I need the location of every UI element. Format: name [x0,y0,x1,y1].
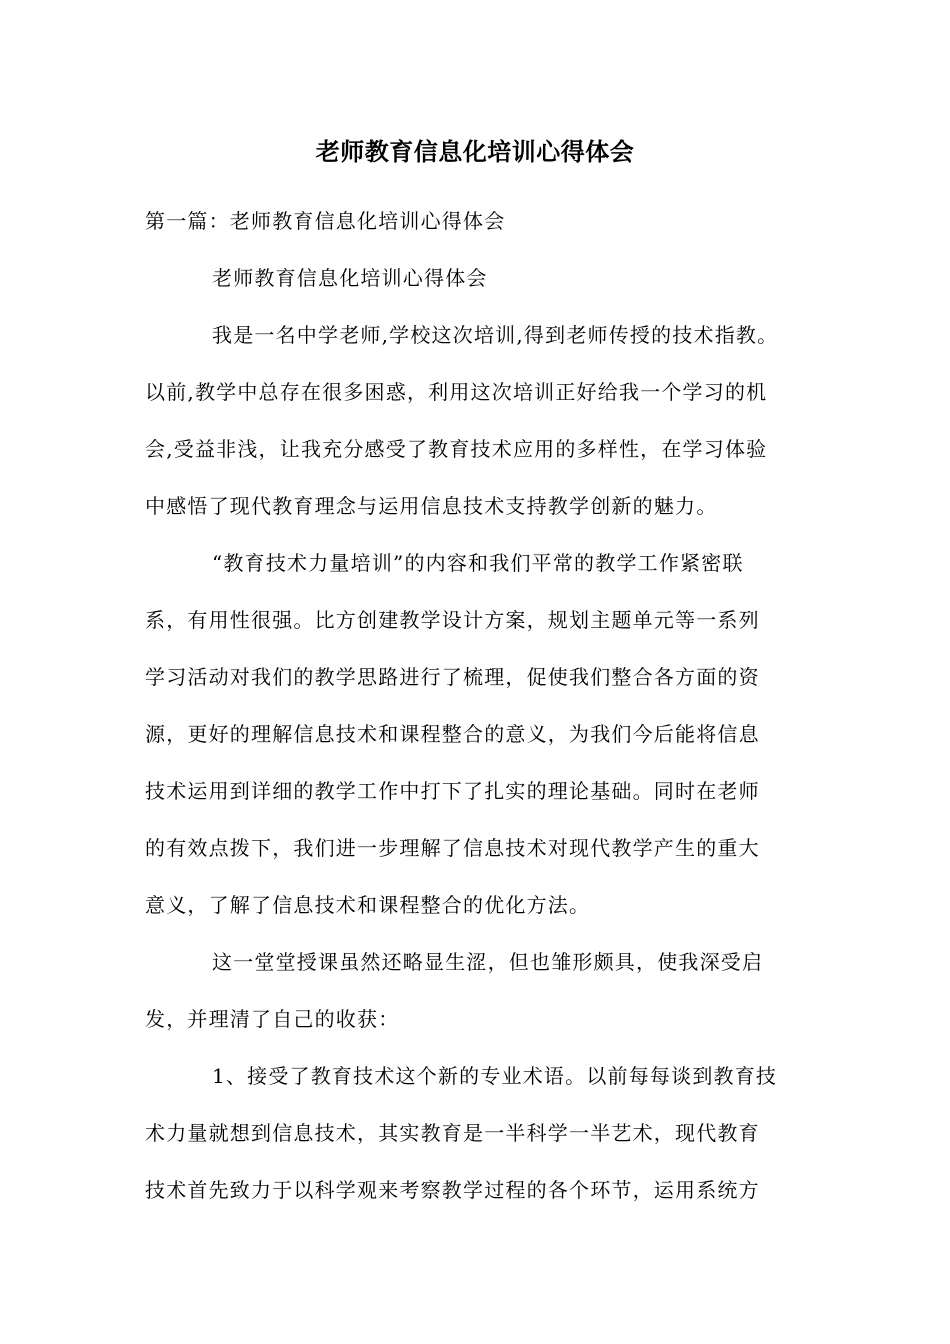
paragraph-line: 我是一名中学老师,学校这次培训,得到老师传授的技术指教。 [212,323,779,347]
paragraph-line: “教育技术力量培训”的内容和我们平常的教学工作紧密联 [212,551,744,575]
paragraph-line: 意义，了解了信息技术和课程整合的优化方法。 [145,893,591,917]
paragraph-line: 发，并理清了自己的收获： [145,1007,400,1031]
paragraph-line: 术力量就想到信息技术，其实教育是一半科学一半艺术，现代教育 [145,1121,760,1145]
paragraph-line: 中感悟了现代教育理念与运用信息技术支持教学创新的魅力。 [145,494,718,518]
section-heading: 第一篇：老师教育信息化培训心得体会 [145,209,506,233]
paragraph-line: 这一堂堂授课虽然还略显生涩，但也雏形颇具，使我深受启 [212,950,764,974]
paragraph-line: 源，更好的理解信息技术和课程整合的意义，为我们今后能将信息 [145,722,760,746]
paragraph-line: 以前,教学中总存在很多困惑，利用这次培训正好给我一个学习的机 [145,380,768,404]
paragraph-line: 会,受益非浅，让我充分感受了教育技术应用的多样性，在学习体验 [145,437,768,461]
document-title: 老师教育信息化培训心得体会 [315,137,635,166]
paragraph-line: 的有效点拨下，我们进一步理解了信息技术对现代教学产生的重大 [145,836,760,860]
paragraph-line: 技术运用到详细的教学工作中打下了扎实的理论基础。同时在老师 [145,779,760,803]
paragraph-line: 系，有用性很强。比方创建教学设计方案，规划主题单元等一系列 [145,608,760,632]
paragraph-line: 技术首先致力于以科学观来考察教学过程的各个环节，运用系统方 [145,1178,760,1202]
paragraph-line: 1、接受了教育技术这个新的专业术语。以前每每谈到教育技 [212,1064,778,1088]
subheading: 老师教育信息化培训心得体会 [212,266,488,290]
paragraph-line: 学习活动对我们的教学思路进行了梳理，促使我们整合各方面的资 [145,665,760,689]
